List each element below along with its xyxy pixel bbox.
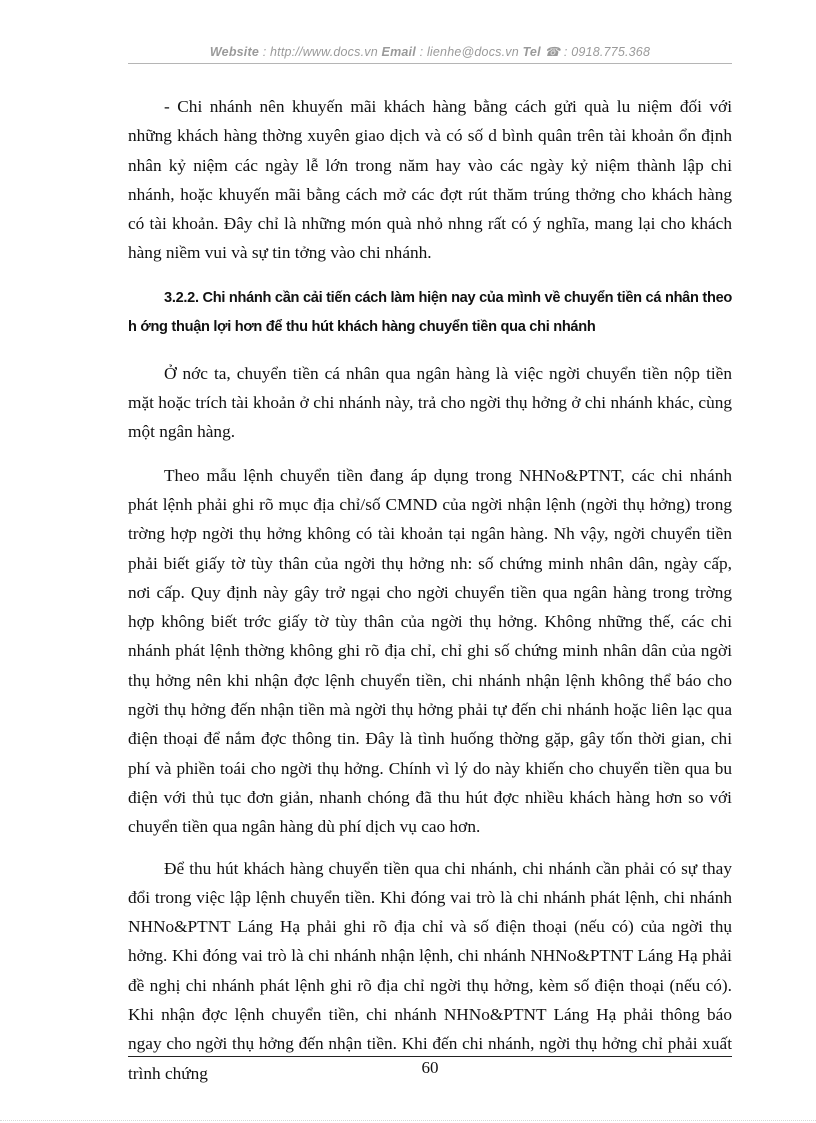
page-number: 60 <box>421 1058 439 1077</box>
website-label: Website <box>209 45 259 59</box>
paragraph-current-issue: Theo mẫu lệnh chuyển tiền đang áp dụng trong NHNo&PTNT, các chi nhánh phát lệnh phải ghi rõ mục địa chỉ/số CMND của ngời nhận lệnh (ngời thụ hởng) trong trờng hợp ngời thụ hởng không có tài khoản tại ngân hàng. Nh vậy, ngời chuyển tiền phải biết giấy tờ tùy thân của ngời thụ hởng nh: số chứng minh nhân dân, ngày cấp, nơi cấp. Quy định này gây trở ngại cho ngời chuyển tiền qua ngân hàng trong trờng hợp không biết trớc giấy tờ tùy thân của ngời thụ hởng. Không những thế, các chi nhánh phát lệnh thờng không ghi rõ địa chỉ, chỉ ghi số chứng minh nhân dân của ngời thụ hởng nên khi nhận đợc lệnh chuyển tiền, chi nhánh nhận lệnh không thể báo cho ngời thụ hởng đến nhận tiền mà ngời thụ hởng phải tự đến chi nhánh hoặc liên lạc qua điện thoại để nắm đợc thông tin. Đây là tình huống thờng gặp, gây tốn thời gian, chi phí và phiền toái cho ngời thụ hởng. Chính vì lý do này khiến cho chuyển tiền qua bu điện với thủ tục đơn giản, nhanh chóng đã thu hút đợc nhiều khách hàng hơn so với chuyển tiền qua ngân hàng dù phí dịch vụ cao hơn. <box>128 465 732 837</box>
email-label: Email <box>381 45 416 59</box>
section-heading: 3.2.2. Chi nhánh cần cải tiến cách làm hiện nay của mình về chuyển tiền cá nhân theo h ớng thuận lợi hơn để thu hút khách hàng chuyển tiền qua chi nhánh <box>128 289 732 335</box>
page-body <box>128 92 732 1088</box>
paragraph-solution: Để thu hút khách hàng chuyển tiền qua chi nhánh, chi nhánh cần phải có sự thay đổi trong việc lập lệnh chuyển tiền. Khi đóng vai trò là chi nhánh phát lệnh, chi nhánh NHNo&PTNT Láng Hạ phải ghi rõ địa chỉ và số điện thoại (nếu có) của ngời thụ hởng. Khi đóng vai trò là chi nhánh nhận lệnh, chi nhánh NHNo&PTNT Láng Hạ phải đề nghị chi nhánh phát lệnh ghi rõ địa chỉ ngời thụ hởng, kèm số điện thoại (nếu có). Khi nhận đợc lệnh chuyển tiền, chi nhánh NHNo&PTNT Láng Hạ phải thông báo ngay cho ngời thụ hởng đến nhận tiền. Khi đến chi nhánh, ngời thụ hởng chỉ phải xuất trình chứng <box>128 858 732 1083</box>
email-value: : lienhe@docs.vn <box>419 45 519 59</box>
page-bottom-border <box>0 1120 816 1121</box>
tel-label: Tel <box>522 45 541 59</box>
website-value: : http://www.docs.vn <box>262 45 378 59</box>
page-header <box>128 44 732 59</box>
paragraph-definition: Ở nớc ta, chuyển tiền cá nhân qua ngân hàng là việc ngời chuyển tiền nộp tiền mặt hoặc trích tài khoản ở chi nhánh này, trả cho ngời thụ hởng ở chi nhánh khác, cùng một ngân hàng. <box>128 363 732 442</box>
header-divider <box>128 63 732 64</box>
tel-value: ☎ : 0918.775.368 <box>544 45 651 59</box>
footer-divider <box>128 1056 732 1057</box>
paragraph-promotion: - Chi nhánh nên khuyến mãi khách hàng bằng cách gửi quà lu niệm đối với những khách hàng thờng xuyên giao dịch và có số d bình quân trên tài khoản ổn định nhân kỷ niệm các ngày lễ lớn trong năm hay vào các ngày kỷ niệm thành lập chi nhánh, hoặc khuyến mãi bằng cách mở các đợt rút thăm trúng thởng cho khách hàng có tài khoản. Đây chỉ là những món quà nhỏ nhng rất có ý nghĩa, mang lại cho khách hàng niềm vui và sự tin tởng vào chi nhánh. <box>128 97 732 263</box>
